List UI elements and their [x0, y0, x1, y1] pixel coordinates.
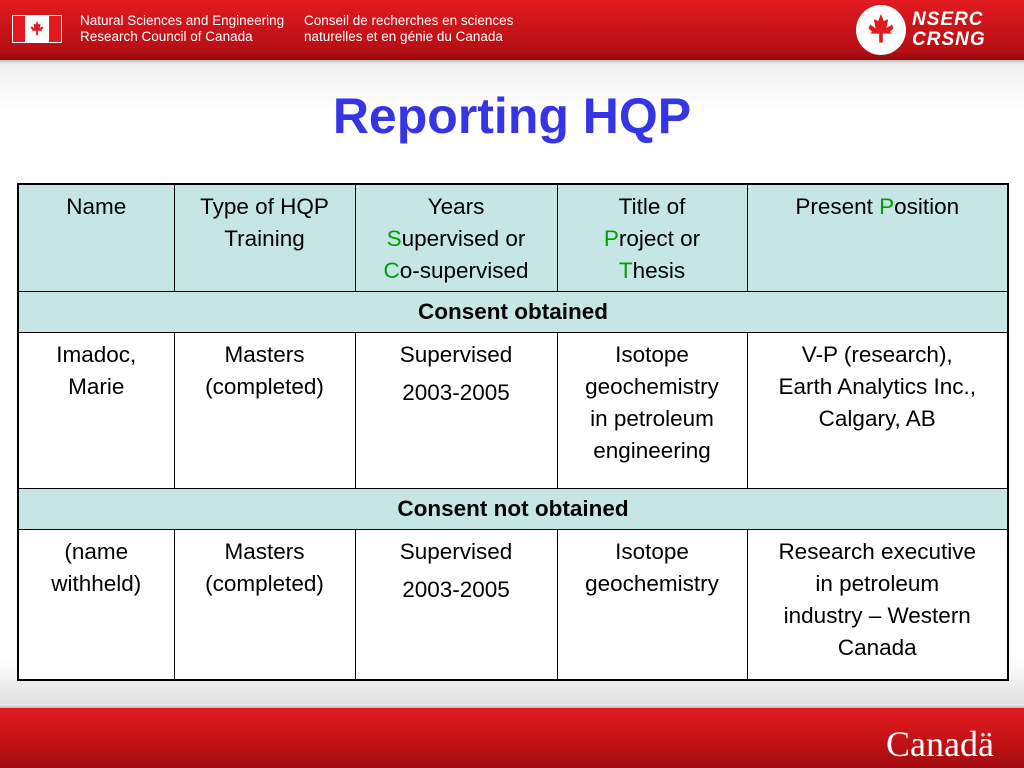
cell-name: (name withheld) — [18, 530, 174, 681]
bottom-banner — [0, 708, 1024, 768]
cell-position: V-P (research), Earth Analytics Inc., Calgary, AB — [747, 333, 1008, 489]
cell-title: Isotope geochemistry in petroleum engineering — [557, 333, 747, 489]
org-name-english: Natural Sciences and Engineering Research Council of Canada — [80, 13, 285, 44]
header-type: Type of HQP Training — [174, 184, 355, 292]
table-header-row — [18, 184, 1008, 292]
maple-leaf-logo-icon — [856, 5, 906, 55]
section-label: Consent not obtained — [18, 489, 1008, 530]
cell-type: Masters (completed) — [174, 333, 355, 489]
section-row-consent-not-obtained — [18, 489, 1008, 530]
hqp-table — [17, 183, 1009, 681]
section-row-consent-obtained — [18, 292, 1008, 333]
org-name-french: Conseil de recherches en sciences naturelles et en génie du Canada — [304, 13, 514, 44]
section-label: Consent obtained — [18, 292, 1008, 333]
cell-position: Research executive in petroleum industry – Western Canada — [747, 530, 1008, 681]
table-row — [18, 333, 1008, 489]
cell-years: Supervised 2003-2005 — [355, 333, 557, 489]
table-row — [18, 530, 1008, 681]
canada-flag-icon — [12, 15, 62, 43]
logo-line-2: CRSNG — [912, 29, 986, 50]
cell-type: Masters (completed) — [174, 530, 355, 681]
header-years: Years Supervised or Co-supervised — [355, 184, 557, 292]
slide-title: Reporting HQP — [332, 88, 692, 144]
header-title: Title of Project or Thesis — [557, 184, 747, 292]
canada-wordmark: Canadä — [886, 724, 994, 764]
nserc-logo-text — [912, 10, 986, 50]
logo-line-1: NSERC — [912, 9, 984, 30]
cell-name: Imadoc, Marie — [18, 333, 174, 489]
top-banner — [0, 0, 1024, 60]
cell-title: Isotope geochemistry — [557, 530, 747, 681]
header-position: Present Position — [747, 184, 1008, 292]
cell-years: Supervised 2003-2005 — [355, 530, 557, 681]
header-name: Name — [18, 184, 174, 292]
